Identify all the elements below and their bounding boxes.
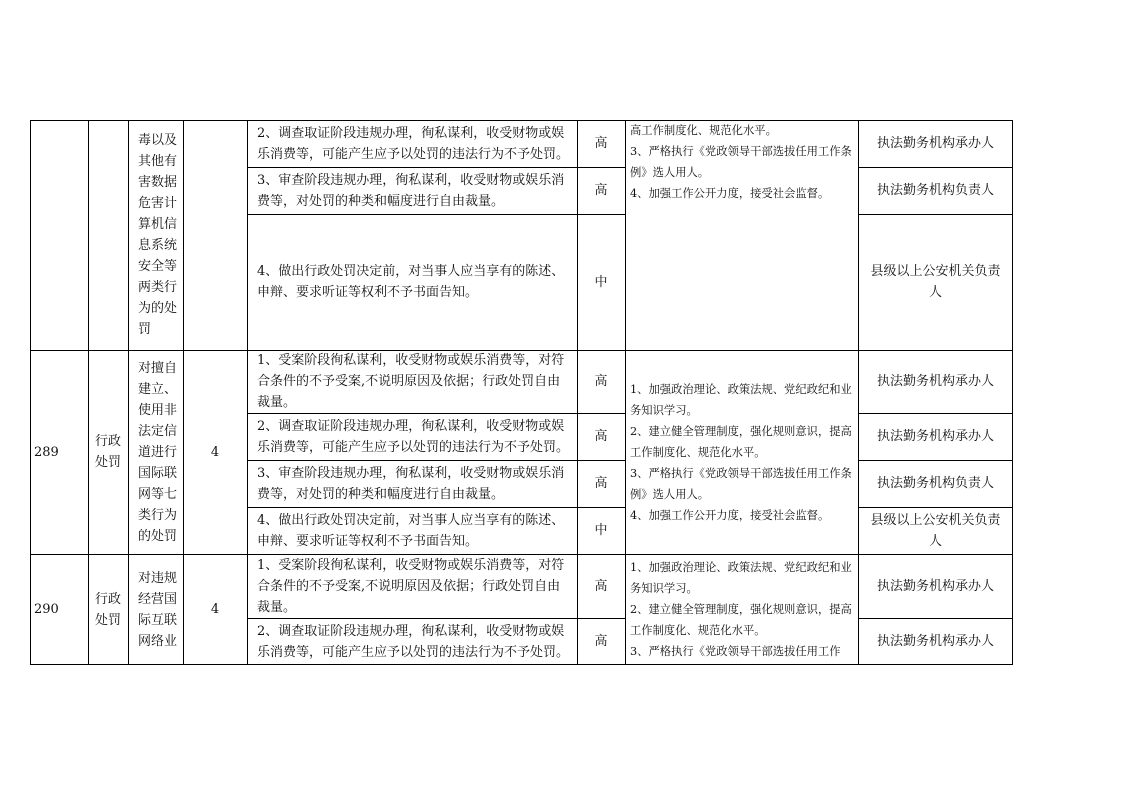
risk-count: 4 (210, 444, 220, 460)
item-name-cell (128, 350, 180, 554)
row-divider (858, 214, 1013, 215)
row-number: 290 (34, 602, 59, 617)
responsible-person: 执法勤务机构负责人 (876, 183, 994, 198)
category: 行政处罚 (94, 591, 121, 628)
risk-point: 3、审查阶段违规办理，徇私谋利，收受财物或娱乐消费等，对处罚的种类和幅度进行自由裁量。 (257, 172, 565, 209)
risk-level: 高 (594, 183, 608, 198)
risk-point: 4、做出行政处罚决定前，对当事人应当享有的陈述、申辩、要求听证等权利不予书面告知。 (257, 512, 565, 549)
row-divider (858, 413, 1013, 414)
measure-line: 3、严格执行《党政领导干部选拔任用工作条例》选人用人。 (630, 466, 852, 501)
responsible-person: 执法勤务机构承办人 (876, 578, 994, 594)
risk-level: 高 (594, 429, 608, 444)
risk-level: 高 (594, 634, 608, 649)
measure-line: 3、严格执行《党政领导干部选拔任用工作条例》选人用人。 (630, 145, 852, 179)
item-name-cell (128, 554, 180, 665)
risk-level: 高 (594, 136, 608, 151)
risk-point: 1、受案阶段徇私谋利，收受财物或娱乐消费等，对符合条件的不予受案,不说明原因及依据；行政处罚自由裁量。 (257, 557, 565, 615)
item-name: 毒以及其他有害数据危害计算机信息系统安全等两类行为的处罚 (138, 133, 178, 337)
category: 行政处罚 (94, 434, 121, 470)
column-divider (577, 120, 578, 665)
row-divider (247, 167, 625, 168)
responsible-person: 执法勤务机构承办人 (876, 634, 994, 649)
row-divider (247, 460, 625, 461)
responsible-person: 执法勤务机构承办人 (876, 429, 994, 444)
row-divider (858, 507, 1013, 508)
measure-line: 1、加强政治理论、政策法规、党纪政纪和业务知识学习。 (630, 382, 852, 417)
risk-point: 2、调查取证阶段违规办理，徇私谋利，收受财物或娱乐消费等，可能产生应予以处罚的违法行为不予处罚。 (257, 125, 570, 162)
item-name-cell (128, 120, 180, 350)
table-border (30, 664, 1013, 665)
risk-point: 2、调查取证阶段违规办理，徇私谋利，收受财物或娱乐消费等，可能产生应予以处罚的违法行为不予处罚。 (257, 418, 570, 455)
row-divider (30, 350, 1013, 351)
responsible-person: 执法勤务机构负责人 (876, 476, 994, 491)
row-divider (858, 460, 1013, 461)
prevention-measures (625, 350, 858, 554)
column-divider (88, 120, 89, 665)
responsible-person: 县级以上公安机关负责人 (870, 512, 1001, 549)
risk-point: 1、受案阶段徇私谋利，收受财物或娱乐消费等，对符合条件的不予受案,不说明原因及依据；行政处罚自由裁量。 (257, 353, 565, 410)
measure-line: 3、严格执行《党政领导干部选拔任用工作 (630, 645, 841, 658)
responsible-person: 县级以上公安机关负责人 (870, 264, 1001, 300)
risk-level: 中 (594, 523, 608, 538)
measure-line: 4、加强工作公开力度，接受社会监督。 (630, 508, 830, 522)
measure-line: 1、加强政治理论、政策法规、党纪政纪和业务知识学习。 (630, 561, 852, 595)
table-border (30, 120, 31, 665)
row-divider (247, 618, 625, 619)
item-name: 对擅自建立、使用非法定信道进行国际联网等七类行为的处罚 (138, 360, 178, 544)
table-border (1012, 120, 1013, 665)
item-name: 对违规经营国际互联网络业 (138, 570, 178, 649)
responsible-person: 执法勤务机构承办人 (876, 136, 994, 151)
measure-line: 2、建立健全管理制度，强化规则意识，提高工作制度化、规范化水平。 (630, 603, 852, 637)
column-divider (183, 120, 184, 665)
risk-point: 3、审查阶段违规办理，徇私谋利，收受财物或娱乐消费等，对处罚的种类和幅度进行自由裁量。 (257, 465, 565, 502)
risk-level: 中 (594, 274, 608, 290)
prevention-measures (625, 557, 858, 662)
risk-level: 高 (594, 476, 608, 491)
column-divider (625, 120, 626, 665)
row-divider (247, 413, 625, 414)
row-divider (30, 554, 1013, 555)
risk-count: 4 (210, 602, 220, 617)
risk-point: 2、调查取证阶段违规办理，徇私谋利，收受财物或娱乐消费等，可能产生应予以处罚的违法行为不予处罚。 (257, 623, 570, 660)
row-divider (858, 167, 1013, 168)
measure-line: 高工作制度化、规范化水平。 (630, 124, 777, 137)
row-divider (247, 214, 625, 215)
column-divider (128, 120, 129, 665)
column-divider (247, 120, 248, 665)
responsible-person: 执法勤务机构承办人 (876, 374, 994, 389)
risk-point: 4、做出行政处罚决定前，对当事人应当享有的陈述、申辩、要求听证等权利不予书面告知。 (257, 264, 565, 300)
prevention-measures (625, 120, 858, 204)
measure-line: 4、加强工作公开力度，接受社会监督。 (630, 187, 830, 200)
row-divider (858, 618, 1013, 619)
risk-level: 高 (594, 578, 608, 594)
measure-line: 2、建立健全管理制度，强化规则意识，提高工作制度化、规范化水平。 (630, 424, 852, 459)
risk-level: 高 (594, 374, 608, 389)
column-divider (858, 120, 859, 665)
table-border (30, 120, 1013, 121)
row-number: 289 (34, 444, 59, 460)
row-divider (247, 507, 625, 508)
